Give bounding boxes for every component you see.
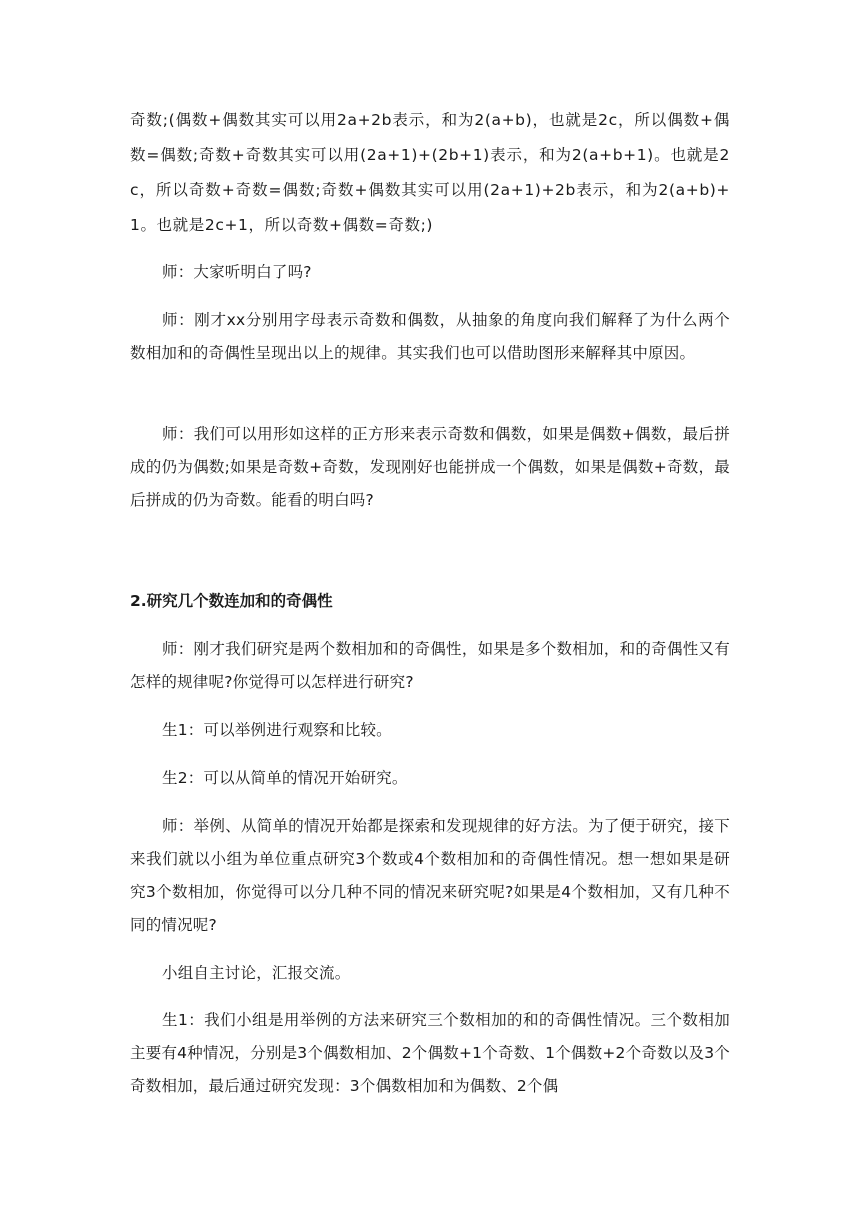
paragraph-teacher-guidance: 师：举例、从简单的情况开始都是探索和发现规律的好方法。为了便于研究，接下来我们就以小组为单位重点研究3个数或4个数相加和的奇偶性情况。想一想如果是研究3个数相加，你觉得可以分几种不同的情况来研究呢?如果是4个数相加，又有几种不同的情况呢? [130, 817, 730, 934]
paragraph-student1-report: 生1：我们小组是用举例的方法来研究三个数相加的和的奇偶性情况。三个数相加主要有4种情况，分别是3个偶数相加、2个偶数+1个奇数、1个偶数+2个奇数以及3个奇数相加，最后通过研究发现：3个偶数相加和为偶数、2个偶 [130, 1011, 730, 1095]
paragraph-teacher-square-model: 师：我们可以用形如这样的正方形来表示奇数和偶数，如果是偶数+偶数，最后拼成的仍为偶数;如果是奇数+奇数，发现刚好也能拼成一个偶数，如果是偶数+奇数，最后拼成的仍为奇数。能看的明白吗? [130, 425, 730, 509]
paragraph-group-discussion: 小组自主讨论，汇报交流。 [162, 964, 351, 982]
section-heading: 2.研究几个数连加和的奇偶性 [130, 592, 333, 610]
paragraph-continued-proof: 奇数;(偶数+偶数其实可以用2a+2b表示，和为2(a+b)，也就是2c，所以偶数+偶数=偶数;奇数+奇数其实可以用(2a+1)+(2b+1)表示，和为2(a+b+1)。也就是2c，所以奇数+奇数=偶数;奇数+偶数其实可以用(2a+1)+2b表示，和为2(a+b)+1。也就是2c+1，所以奇数+偶数=奇数;) [130, 111, 730, 234]
paragraph-student2-answer: 生2：可以从简单的情况开始研究。 [162, 769, 408, 787]
paragraph-student1-answer: 生1：可以举例进行观察和比较。 [162, 721, 392, 739]
paragraph-teacher-explanation: 师：刚才xx分别用字母表示奇数和偶数，从抽象的角度向我们解释了为什么两个数相加和的奇偶性呈现出以上的规律。其实我们也可以借助图形来解释其中原因。 [130, 311, 730, 362]
paragraph-teacher-check: 师：大家听明白了吗? [162, 263, 312, 281]
paragraph-teacher-question: 师：刚才我们研究是两个数相加和的奇偶性，如果是多个数相加，和的奇偶性又有怎样的规律呢?你觉得可以怎样进行研究? [130, 640, 730, 691]
